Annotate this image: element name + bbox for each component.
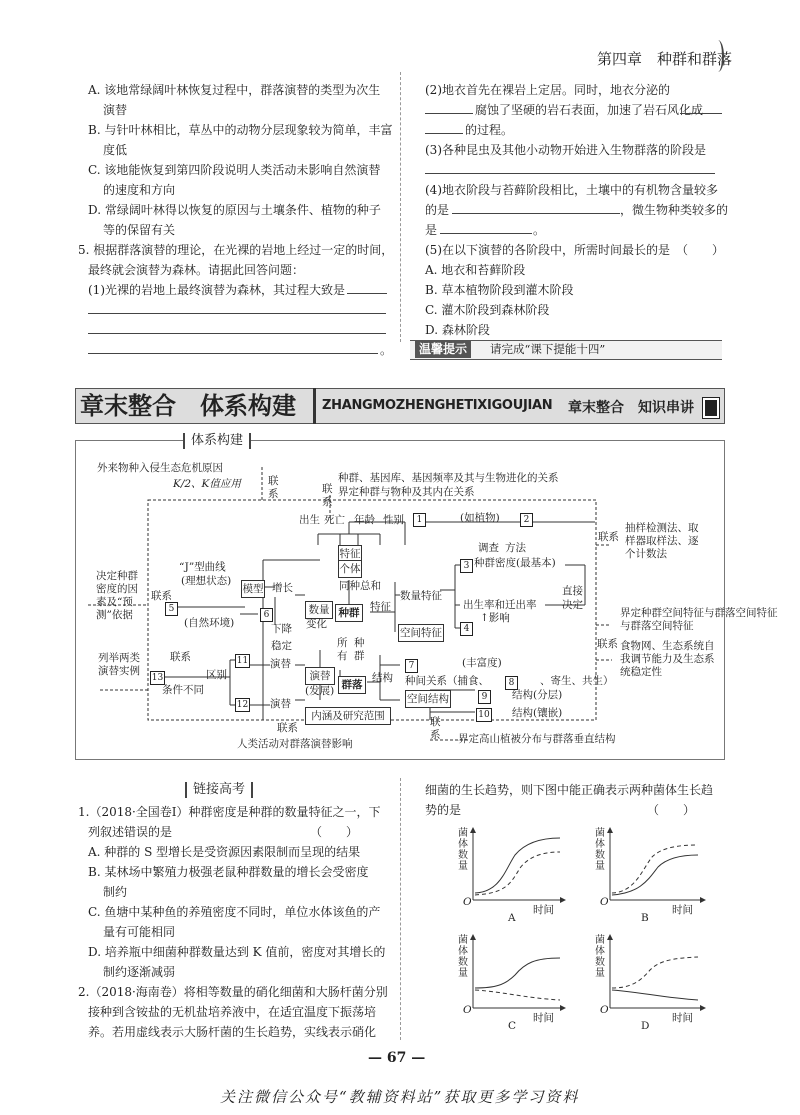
q1-option-c2: 量有可能相同	[103, 925, 176, 939]
sub4-line4: 是	[425, 223, 438, 237]
map-link2: 联系	[322, 483, 333, 508]
graph-a-origin: O	[463, 896, 472, 908]
option-d-line2: 等的保留有关	[103, 223, 176, 237]
map-ideal: (理想状态)	[181, 575, 232, 587]
sub3-line1: (3)各种昆虫及其他小动物开始进入生物群落的阶段是	[425, 143, 707, 157]
map-def-spatial: 与群落空间特征	[620, 620, 694, 632]
blank-9[interactable]: 9	[478, 690, 491, 704]
map-influence: ↑影响	[480, 612, 510, 624]
graph-c	[473, 935, 565, 1008]
map-grow: 增长	[272, 582, 293, 594]
sub2-line2: 腐蚀了坚硬的岩石表面，加速了岩石风化成	[475, 103, 704, 117]
map-richness: (丰富度)	[462, 657, 502, 669]
banner-right: 章末整合 知识串讲	[568, 400, 694, 416]
sub5-option-c: C. 灌木阶段到森林阶段	[425, 303, 550, 317]
graph-c-label: C	[508, 1020, 517, 1032]
sub5: (5)在以下演替的各阶段中，所需时间最长的是 （ ）	[425, 243, 725, 257]
gaokao-title: 链接高考	[185, 782, 253, 798]
blank-11[interactable]: 11	[236, 656, 249, 666]
map-def-spatial: 界定种群空间特征与群落空间特征	[620, 607, 778, 619]
map-human: 人类活动对群落演替影响	[237, 738, 353, 750]
blank-12[interactable]: 12	[236, 700, 249, 710]
option-d-line1: D. 常绿阔叶林得以恢复的原因与土壤条件、植物的种子	[88, 203, 381, 217]
sub5-option-d: D. 森林阶段	[425, 323, 490, 337]
blank-10[interactable]: 10	[476, 708, 492, 722]
option-c-line1: C. 该地能恢复到第四阶段说明人类活动未影响自然演替	[88, 163, 381, 177]
option-c-line2: 的速度和方向	[103, 183, 176, 197]
page-number: — 67 —	[368, 1050, 426, 1066]
map-traits: 特征	[370, 601, 391, 613]
graph-a-xlabel: 时间	[533, 904, 554, 916]
map-link6: 联系	[170, 651, 191, 663]
graph-d-origin: O	[600, 1004, 609, 1016]
blank-6[interactable]: 6	[260, 608, 273, 622]
graph-a-label: A	[508, 912, 516, 924]
map-cond: 条件不同	[162, 684, 204, 696]
map-change: 变化	[306, 618, 327, 630]
map-age: 年龄	[354, 514, 375, 526]
map-survey: 调查	[478, 542, 499, 554]
map-sampling: 抽样检测法、取样器取样法、逐个计数法	[625, 522, 699, 560]
map-section-title: 体系构建	[183, 433, 251, 449]
option-a-line2: 演替	[103, 103, 128, 117]
q1-option-d1: D. 培养瓶中细菌种群数量达到 K 值前，密度对其增长的	[88, 945, 386, 959]
map-all: 所有	[337, 637, 348, 662]
option-b-line1: B. 与针叶林相比，草丛中的动物分层现象较为简单，丰富	[88, 123, 393, 137]
map-plant: (如植物)	[460, 512, 500, 524]
tip-text: 请完成“课下提能十四”	[490, 342, 606, 356]
q2-line1: 2.（2018·海南卷）将相等数量的硝化细菌和大肠杆菌分别	[78, 985, 388, 999]
option-b-line2: 度低	[103, 143, 128, 157]
question-5-sub1: (1)光裸的岩地上最终演替为森林，其过程大致是	[88, 283, 345, 297]
map-layer: 结构(分层)	[512, 689, 563, 701]
blank-13[interactable]: 13	[151, 673, 164, 683]
blank-7[interactable]: 7	[405, 659, 418, 673]
map-factors: 决定种群密度的因素及“预测”依据	[96, 570, 138, 621]
graph-b-xlabel: 时间	[672, 904, 693, 916]
graph-d	[610, 935, 705, 1008]
blank-3[interactable]: 3	[460, 559, 473, 573]
banner-title: 章末整合 体系构建	[80, 391, 296, 420]
map-spatial: 空间特征	[398, 624, 444, 642]
map-structure: 结构	[372, 672, 393, 684]
map-population: 种群	[335, 604, 363, 622]
tip-label: 温馨提示	[415, 340, 471, 358]
graph-b	[610, 828, 705, 900]
map-feature: 特征	[338, 545, 362, 563]
q1-line1: 1.（2018·全国卷Ⅰ）种群密度是种群的数量特征之一，下	[78, 805, 381, 819]
banner-pinyin: ZHANGMOZHENGHETIXIGOUJIAN	[322, 398, 553, 413]
map-jcurve: “J”型曲线	[179, 561, 226, 573]
sub4-line2: 的是	[425, 203, 450, 217]
sub4-line1: (4)地衣阶段与苔藓阶段相比，土壤中的有机物含量较多	[425, 183, 719, 197]
blank-4[interactable]: 4	[460, 622, 473, 636]
map-k2: K/2、K值应用	[173, 478, 241, 490]
sub2-line1: (2)地衣首先在裸岩上定居。同时，地衣分泌的	[425, 83, 670, 97]
sub5-option-a: A. 地衣和苔藓阶段	[425, 263, 526, 277]
graph-d-ylabel: 菌体数量	[595, 935, 605, 979]
map-stable: 稳定	[271, 640, 292, 652]
map-birthrate: 出生率和迁出率	[463, 599, 537, 611]
q2-right-line1: 细菌的生长趋势，则下图中能正确表示两种菌体生长趋	[425, 783, 714, 797]
q1-option-d2: 制约逐渐减弱	[103, 965, 176, 979]
map-boundary: 界定种群与物种及其内在关系	[338, 486, 475, 498]
map-succession: 演替	[270, 658, 291, 670]
map-link4: 联系	[151, 590, 172, 602]
map-link8: 联系	[277, 722, 298, 734]
map-develop: (发展)	[305, 685, 335, 697]
q1-line2: 列叙述错误的是 （ ）	[88, 825, 359, 839]
q1-option-b1: B. 某林场中繁殖力极强老鼠种群数量的增长会受密度	[88, 865, 369, 879]
question-5-line1: 5. 根据群落演替的理论，在光裸的岩地上经过一定的时间，	[78, 243, 394, 257]
q1-option-a: A. 种群的 S 型增长是受资源因素限制而呈现的结果	[88, 845, 361, 859]
map-two: 列举两类演替实例	[98, 652, 140, 677]
map-mosaic: 结构(镶嵌)	[512, 707, 563, 719]
map-birth: 出生	[299, 514, 320, 526]
map-sex: 性别	[383, 514, 404, 526]
map-decide: 决定	[562, 599, 583, 611]
graph-b-origin: O	[600, 896, 609, 908]
graph-c-xlabel: 时间	[533, 1012, 554, 1024]
map-invasion: 外来物种入侵生态危机原因	[97, 462, 223, 474]
graph-a	[473, 828, 565, 900]
blank-1[interactable]: 1	[413, 513, 426, 527]
map-succ-box: 演替	[305, 667, 335, 685]
q2-right-line2: 势的是 （ ）	[425, 803, 696, 817]
sub2-line3: 的过程。	[465, 123, 514, 137]
blank-5[interactable]: 5	[165, 602, 178, 616]
map-link5: 联系	[597, 638, 618, 650]
graph-c-origin: O	[463, 1004, 472, 1016]
map-species: 种群	[354, 637, 365, 662]
map-fall: 下降	[271, 623, 292, 635]
sub4-line5: 。	[533, 223, 546, 237]
q1-option-c1: C. 鱼塘中某种鱼的养殖密度不同时，单位水体该鱼的产	[88, 905, 381, 919]
blank-8[interactable]: 8	[505, 676, 518, 690]
map-alpine: 界定高山植被分布与群落垂直结构	[458, 733, 616, 745]
map-density: 种群密度(最基本)	[474, 557, 556, 569]
question-5-line2: 最终就会演替为森林。请据此回答问题：	[88, 263, 305, 277]
map-individual: 个体	[338, 560, 362, 578]
blank-2[interactable]: 2	[520, 513, 533, 527]
map-community: 群落	[338, 676, 366, 694]
graph-b-ylabel: 菌体数量	[595, 828, 605, 872]
map-spstruct: 空间结构	[405, 690, 451, 708]
map-gene: 种群、基因库、基因频率及其与生物进化的关系	[338, 472, 559, 484]
graph-b-label: B	[641, 912, 649, 924]
map-model: 模型	[241, 580, 265, 598]
graph-d-xlabel: 时间	[672, 1012, 693, 1024]
map-death: 死亡	[324, 514, 345, 526]
map-foodweb: 食物网、生态系统自我调节能力及生态系统稳定性	[620, 640, 715, 678]
map-link7: 联系	[430, 716, 441, 741]
sub4-line3: ，微生物种类较多的	[620, 203, 729, 217]
graph-a-ylabel: 菌体数量	[458, 828, 468, 872]
map-link1: 联系	[268, 475, 279, 500]
option-a-line1: A. 该地常绿阔叶林恢复过程中，群落演替的类型为次生	[88, 83, 381, 97]
map-succ2: 演替	[270, 698, 291, 710]
map-natural: (自然环境)	[184, 617, 235, 629]
graph-d-label: D	[641, 1020, 650, 1032]
sub5-option-b: B. 草本植物阶段到灌木阶段	[425, 283, 574, 297]
map-parasite: 、寄生、共生）	[540, 675, 614, 687]
map-samekind: 同种总和	[339, 580, 381, 592]
q1-option-b2: 制约	[103, 885, 128, 899]
chapter-header: 第四章 种群和群落	[597, 50, 733, 68]
map-quantity: 数量	[305, 601, 333, 619]
q2-line3: 养。若用虚线表示大肠杆菌的生长趋势，实线表示硝化	[88, 1025, 377, 1039]
map-method: 方法	[505, 542, 526, 554]
map-link3: 联系	[598, 531, 619, 543]
map-numfeat: 数量特征	[400, 590, 442, 602]
footer-note: 关注微信公众号“教辅资料站”获取更多学习资料	[220, 1088, 580, 1106]
map-interspecies: 种间关系（捕食、	[405, 675, 489, 687]
q2-line2: 接种到含铵盐的无机盐培养液中，在适宜温度下振荡培	[88, 1005, 377, 1019]
map-scope: 内涵及研究范围	[305, 707, 391, 725]
map-diff: 区别	[206, 669, 227, 681]
period: 。	[380, 343, 393, 357]
map-direct: 直接	[562, 585, 583, 597]
graph-c-ylabel: 菌体数量	[458, 935, 468, 979]
